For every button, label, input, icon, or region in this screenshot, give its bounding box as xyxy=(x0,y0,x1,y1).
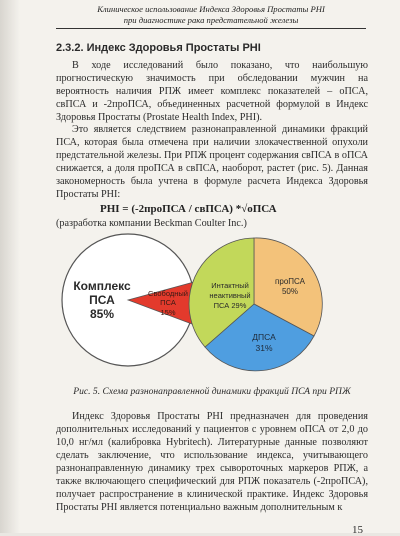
running-header xyxy=(56,4,366,29)
page-number: 15 xyxy=(352,524,363,536)
dpsa-pct: 31% xyxy=(255,343,273,353)
phi-formula: PHI = (-2проПСА / свПСА) *√оПСА xyxy=(100,203,277,215)
propsa-label: проПСА xyxy=(275,277,305,286)
paragraph-1: В ходе исследований было показано, что наибольшую прогностическую значимость при обследовании мужчин на вероятность наличия РПЖ имеет комплекс показателей – оПСА, свПСА и -2проПСА, объединенных расчетной формулой в Индекс Здоровья Простаты (Prostate Health Index, PHI). xyxy=(56,60,368,123)
formula-note: (разработка компании Beckman Coulter Inc.) xyxy=(56,218,247,229)
free-pct: 15% xyxy=(160,308,176,317)
header-line-2: при диагностике рака предстательной железы xyxy=(123,15,299,25)
paragraph-3: Индекс Здоровья Простаты PHI предназначен для проведения дополнительных исследований у пациентов с уровнем оПСА от 2,0 до 10,0 нг/мл (калибровка Hybritech). Литературные данные позволяют сделать заключение, что использование индекса, учитывающего разнонаправленную динамику трех сывороточных маркеров РПЖ, а также включающего специфический для РПЖ показатель (-2проПСА), получает распространение в клинической практике. Индекс Здоровья Простаты PHI является потенциально важным дополнительным к xyxy=(56,411,368,513)
header-line-1: Клиническое использование Индекса Здоровья Простаты PHI xyxy=(97,4,325,14)
intact-label: Интактный xyxy=(211,281,249,290)
intact-label-2: неактивный xyxy=(209,291,251,300)
complex-label: Комплекс xyxy=(73,279,131,293)
section-title: 2.3.2. Индекс Здоровья Простаты PHI xyxy=(56,42,261,54)
propsa-pct: 50% xyxy=(281,287,299,296)
complex-pct: 85% xyxy=(89,307,115,321)
complex-label-2: ПСА xyxy=(89,293,115,307)
figure-caption: Рис. 5. Схема разнонаправленной динамики фракций ПСА при РПЖ xyxy=(73,386,351,397)
psa-fractions-diagram xyxy=(58,232,338,382)
free-label-2: ПСА xyxy=(160,298,176,307)
paragraph-2: Это является следствием разнонаправленной динамики фракций ПСА, которая была отмечена при наличии злокачественной опухоли предстательной железы. При РПЖ процент содержания свПСА в оПСА снижается, а доля проПСА в свПСА, наоборот, растет (рис. 5). Данная закономерность была учтена в формуле расчета Индекса Здоровья Простаты PHI: xyxy=(56,124,368,200)
free-label: Свободный xyxy=(148,289,188,298)
dpsa-label: ДПСА xyxy=(252,332,276,342)
intact-label-3: ПСА 29% xyxy=(213,301,247,310)
page-gutter-shadow xyxy=(0,0,20,533)
